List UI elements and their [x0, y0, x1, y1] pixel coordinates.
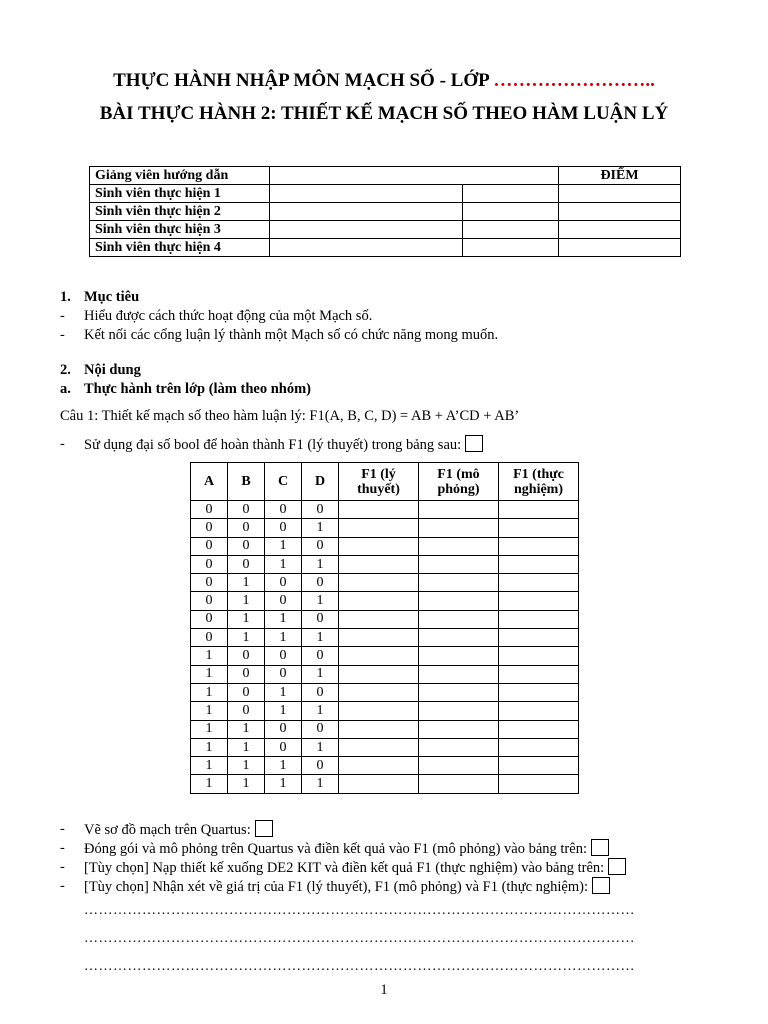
table-row: [191, 757, 579, 775]
title-text: THỰC HÀNH NHẬP MÔN MẠCH SỐ - LỚP: [113, 70, 494, 91]
task-text: [Tùy chọn] Nạp thiết kế xuống DE2 KIT và điền kết quả F1 (thực nghiệm) vào bảng trên:: [84, 860, 605, 876]
table-row: [191, 720, 579, 738]
student-label: Sinh viên thực hiện 3: [90, 221, 270, 239]
table-row: [191, 702, 579, 720]
column-header: C: [265, 463, 302, 501]
checkbox[interactable]: [591, 839, 609, 856]
instructor-label: Giảng viên hướng dẫn: [90, 167, 270, 185]
subsection-title: Thực hành trên lớp (làm theo nhóm): [84, 381, 312, 397]
section-number: 2.: [60, 362, 71, 378]
f1-experiment-cell[interactable]: [499, 574, 579, 592]
input-value-cell: 1: [228, 629, 265, 647]
f1-simulation-cell[interactable]: [419, 683, 499, 701]
f1-experiment-cell[interactable]: [499, 683, 579, 701]
input-value-cell: 0: [265, 720, 302, 738]
input-value-cell: 0: [228, 519, 265, 537]
info-table: [89, 166, 681, 257]
student-label: Sinh viên thực hiện 4: [90, 239, 270, 257]
input-value-cell: 1: [302, 702, 339, 720]
score-field[interactable]: [559, 239, 681, 257]
checkbox[interactable]: [255, 820, 273, 837]
table-row: [90, 185, 681, 203]
f1-theory-cell[interactable]: [339, 665, 419, 683]
input-value-cell: 1: [265, 775, 302, 793]
f1-theory-cell[interactable]: [339, 720, 419, 738]
f1-theory-cell[interactable]: [339, 775, 419, 793]
f1-simulation-cell[interactable]: [419, 555, 499, 573]
column-header-f1-simulation: F1 (mô phỏng): [419, 463, 499, 501]
input-value-cell: 0: [265, 647, 302, 665]
task-item: - Vẽ sơ đồ mạch trên Quartus:: [60, 820, 65, 838]
instruction-text: Sử dụng đại số bool để hoàn thành F1 (lý thuyết) trong bảng sau:: [84, 437, 462, 453]
student-id-field[interactable]: [463, 221, 559, 239]
f1-simulation-cell[interactable]: [419, 574, 499, 592]
input-value-cell: 0: [302, 537, 339, 555]
f1-simulation-cell[interactable]: [419, 775, 499, 793]
f1-theory-cell[interactable]: [339, 592, 419, 610]
f1-experiment-cell[interactable]: [499, 757, 579, 775]
column-header: D: [302, 463, 339, 501]
input-value-cell: 0: [191, 592, 228, 610]
input-value-cell: 1: [265, 702, 302, 720]
task-text: Đóng gói và mô phỏng trên Quartus và điền kết quả vào F1 (mô phỏng) vào bảng trên:: [84, 841, 587, 857]
task-item: - Đóng gói và mô phỏng trên Quartus và điền kết quả vào F1 (mô phỏng) vào bảng trên:: [60, 839, 65, 857]
f1-theory-cell[interactable]: [339, 629, 419, 647]
input-value-cell: 1: [191, 738, 228, 756]
column-header: B: [228, 463, 265, 501]
score-field[interactable]: [559, 221, 681, 239]
input-value-cell: 0: [265, 574, 302, 592]
input-value-cell: 0: [302, 683, 339, 701]
f1-theory-cell[interactable]: [339, 757, 419, 775]
input-value-cell: 1: [191, 665, 228, 683]
f1-simulation-cell[interactable]: [419, 610, 499, 628]
input-value-cell: 1: [302, 555, 339, 573]
input-value-cell: 1: [265, 610, 302, 628]
input-value-cell: 1: [265, 757, 302, 775]
table-row: [191, 683, 579, 701]
table-row: [191, 592, 579, 610]
f1-theory-cell[interactable]: [339, 683, 419, 701]
input-value-cell: 1: [191, 720, 228, 738]
score-field[interactable]: [559, 203, 681, 221]
input-value-cell: 0: [302, 501, 339, 519]
task-item: - [Tùy chọn] Nạp thiết kế xuống DE2 KIT và điền kết quả F1 (thực nghiệm) vào bảng trên:: [60, 858, 65, 876]
score-field[interactable]: [559, 185, 681, 203]
subsection-letter: a.: [60, 381, 71, 397]
input-value-cell: 0: [228, 501, 265, 519]
input-value-cell: 1: [191, 775, 228, 793]
answer-line[interactable]: ……………………………………………………………………………………………………: [84, 903, 635, 918]
input-value-cell: 0: [228, 665, 265, 683]
input-value-cell: 0: [191, 610, 228, 628]
score-label: ĐIỂM: [559, 167, 681, 185]
table-row: [191, 537, 579, 555]
input-value-cell: 1: [228, 574, 265, 592]
table-row: [191, 738, 579, 756]
bullet-text: Kết nối các cổng luận lý thành một Mạch số có chức năng mong muốn.: [84, 327, 499, 343]
f1-simulation-cell[interactable]: [419, 592, 499, 610]
f1-experiment-cell[interactable]: [499, 665, 579, 683]
input-value-cell: 0: [265, 665, 302, 683]
f1-theory-cell[interactable]: [339, 610, 419, 628]
input-value-cell: 0: [265, 519, 302, 537]
f1-experiment-cell[interactable]: [499, 537, 579, 555]
input-value-cell: 1: [191, 702, 228, 720]
student-id-field[interactable]: [463, 203, 559, 221]
section2-heading: [60, 361, 141, 379]
input-value-cell: 0: [302, 720, 339, 738]
input-value-cell: 0: [191, 574, 228, 592]
table-row: [90, 221, 681, 239]
f1-simulation-cell[interactable]: [419, 720, 499, 738]
input-value-cell: 1: [228, 775, 265, 793]
input-value-cell: 0: [228, 702, 265, 720]
question-text: Câu 1: Thiết kế mạch số theo hàm luận lý: F1(A, B, C, D) = AB + A’CD + AB’: [60, 408, 520, 424]
table-row: [191, 610, 579, 628]
answer-line[interactable]: ……………………………………………………………………………………………………: [84, 959, 635, 974]
input-value-cell: 1: [228, 738, 265, 756]
input-value-cell: 1: [302, 775, 339, 793]
table-row: [90, 239, 681, 257]
instruction-item: - Sử dụng đại số bool để hoàn thành F1 (lý thuyết) trong bảng sau:: [60, 435, 65, 453]
page-subtitle: BÀI THỰC HÀNH 2: THIẾT KẾ MẠCH SỐ THEO HÀM LUẬN LÝ: [99, 103, 669, 124]
input-value-cell: 1: [228, 610, 265, 628]
input-value-cell: 0: [302, 647, 339, 665]
instructor-field[interactable]: [270, 167, 559, 185]
column-header: A: [191, 463, 228, 501]
student-label: Sinh viên thực hiện 1: [90, 185, 270, 203]
checkbox[interactable]: [465, 435, 483, 452]
f1-simulation-cell[interactable]: [419, 738, 499, 756]
page-number: 1: [380, 982, 388, 998]
truth-table: [190, 462, 579, 794]
table-row: [191, 574, 579, 592]
f1-theory-cell[interactable]: [339, 519, 419, 537]
f1-simulation-cell[interactable]: [419, 629, 499, 647]
checkbox[interactable]: [608, 858, 626, 875]
input-value-cell: 1: [302, 629, 339, 647]
f1-experiment-cell[interactable]: [499, 501, 579, 519]
input-value-cell: 0: [191, 629, 228, 647]
table-row: [191, 519, 579, 537]
student-id-field[interactable]: [463, 239, 559, 257]
class-blank: ……………………..: [493, 70, 655, 91]
table-row: [191, 555, 579, 573]
f1-experiment-cell[interactable]: [499, 647, 579, 665]
page-title: [0, 70, 768, 92]
input-value-cell: 0: [228, 683, 265, 701]
input-value-cell: 1: [191, 647, 228, 665]
f1-experiment-cell[interactable]: [499, 555, 579, 573]
table-row: [191, 647, 579, 665]
section-title: Mục tiêu: [84, 289, 140, 305]
bullet-item: - Kết nối các cổng luận lý thành một Mạch số có chức năng mong muốn.: [60, 327, 499, 343]
student-name-field[interactable]: [270, 221, 463, 239]
input-value-cell: 0: [191, 537, 228, 555]
task-text: [Tùy chọn] Nhận xét về giá trị của F1 (lý thuyết), F1 (mô phỏng) và F1 (thực nghiệm):: [84, 879, 588, 895]
f1-experiment-cell[interactable]: [499, 720, 579, 738]
bullet-text: Hiểu được cách thức hoạt động của một Mạch số.: [84, 308, 373, 324]
input-value-cell: 1: [302, 519, 339, 537]
input-value-cell: 0: [302, 610, 339, 628]
input-value-cell: 1: [302, 665, 339, 683]
input-value-cell: 0: [228, 537, 265, 555]
table-row: [90, 167, 681, 185]
f1-simulation-cell[interactable]: [419, 665, 499, 683]
input-value-cell: 1: [228, 592, 265, 610]
f1-experiment-cell[interactable]: [499, 610, 579, 628]
input-value-cell: 1: [191, 757, 228, 775]
f1-simulation-cell[interactable]: [419, 647, 499, 665]
f1-theory-cell[interactable]: [339, 501, 419, 519]
input-value-cell: 0: [191, 519, 228, 537]
f1-simulation-cell[interactable]: [419, 519, 499, 537]
input-value-cell: 1: [265, 555, 302, 573]
f1-theory-cell[interactable]: [339, 702, 419, 720]
input-value-cell: 0: [302, 574, 339, 592]
column-header-f1-theory: F1 (lý thuyết): [339, 463, 419, 501]
f1-theory-cell[interactable]: [339, 537, 419, 555]
table-row: [191, 665, 579, 683]
task-item: - [Tùy chọn] Nhận xét về giá trị của F1 (lý thuyết), F1 (mô phỏng) và F1 (thực nghiệm):: [60, 877, 65, 895]
f1-experiment-cell[interactable]: [499, 775, 579, 793]
input-value-cell: 0: [228, 647, 265, 665]
table-row: [90, 203, 681, 221]
f1-theory-cell[interactable]: [339, 555, 419, 573]
f1-simulation-cell[interactable]: [419, 501, 499, 519]
student-id-field[interactable]: [463, 185, 559, 203]
input-value-cell: 1: [265, 537, 302, 555]
f1-theory-cell[interactable]: [339, 738, 419, 756]
input-value-cell: 1: [302, 738, 339, 756]
student-name-field[interactable]: [270, 239, 463, 257]
answer-line[interactable]: ……………………………………………………………………………………………………: [84, 931, 635, 946]
f1-experiment-cell[interactable]: [499, 702, 579, 720]
task-text: Vẽ sơ đồ mạch trên Quartus:: [84, 822, 251, 838]
f1-theory-cell[interactable]: [339, 647, 419, 665]
f1-experiment-cell[interactable]: [499, 592, 579, 610]
input-value-cell: 1: [228, 720, 265, 738]
bullet-item: - Hiểu được cách thức hoạt động của một Mạch số.: [60, 308, 373, 324]
f1-simulation-cell[interactable]: [419, 702, 499, 720]
section-number: 1.: [60, 289, 71, 305]
student-label: Sinh viên thực hiện 2: [90, 203, 270, 221]
f1-experiment-cell[interactable]: [499, 519, 579, 537]
f1-experiment-cell[interactable]: [499, 629, 579, 647]
f1-simulation-cell[interactable]: [419, 537, 499, 555]
subsection-heading: [60, 380, 312, 398]
input-value-cell: 0: [191, 501, 228, 519]
input-value-cell: 1: [265, 683, 302, 701]
input-value-cell: 0: [228, 555, 265, 573]
section1-heading: [60, 288, 140, 306]
input-value-cell: 0: [265, 738, 302, 756]
input-value-cell: 1: [228, 757, 265, 775]
f1-simulation-cell[interactable]: [419, 757, 499, 775]
input-value-cell: 0: [191, 555, 228, 573]
table-header-row: [191, 463, 579, 501]
input-value-cell: 0: [302, 757, 339, 775]
checkbox[interactable]: [592, 877, 610, 894]
f1-theory-cell[interactable]: [339, 574, 419, 592]
table-row: [191, 775, 579, 793]
student-name-field[interactable]: [270, 203, 463, 221]
input-value-cell: 1: [302, 592, 339, 610]
table-row: [191, 629, 579, 647]
table-row: [191, 501, 579, 519]
input-value-cell: 1: [191, 683, 228, 701]
f1-experiment-cell[interactable]: [499, 738, 579, 756]
input-value-cell: 0: [265, 501, 302, 519]
student-name-field[interactable]: [270, 185, 463, 203]
input-value-cell: 1: [265, 629, 302, 647]
section-title: Nội dung: [84, 362, 141, 378]
input-value-cell: 0: [265, 592, 302, 610]
column-header-f1-experiment: F1 (thực nghiệm): [499, 463, 579, 501]
